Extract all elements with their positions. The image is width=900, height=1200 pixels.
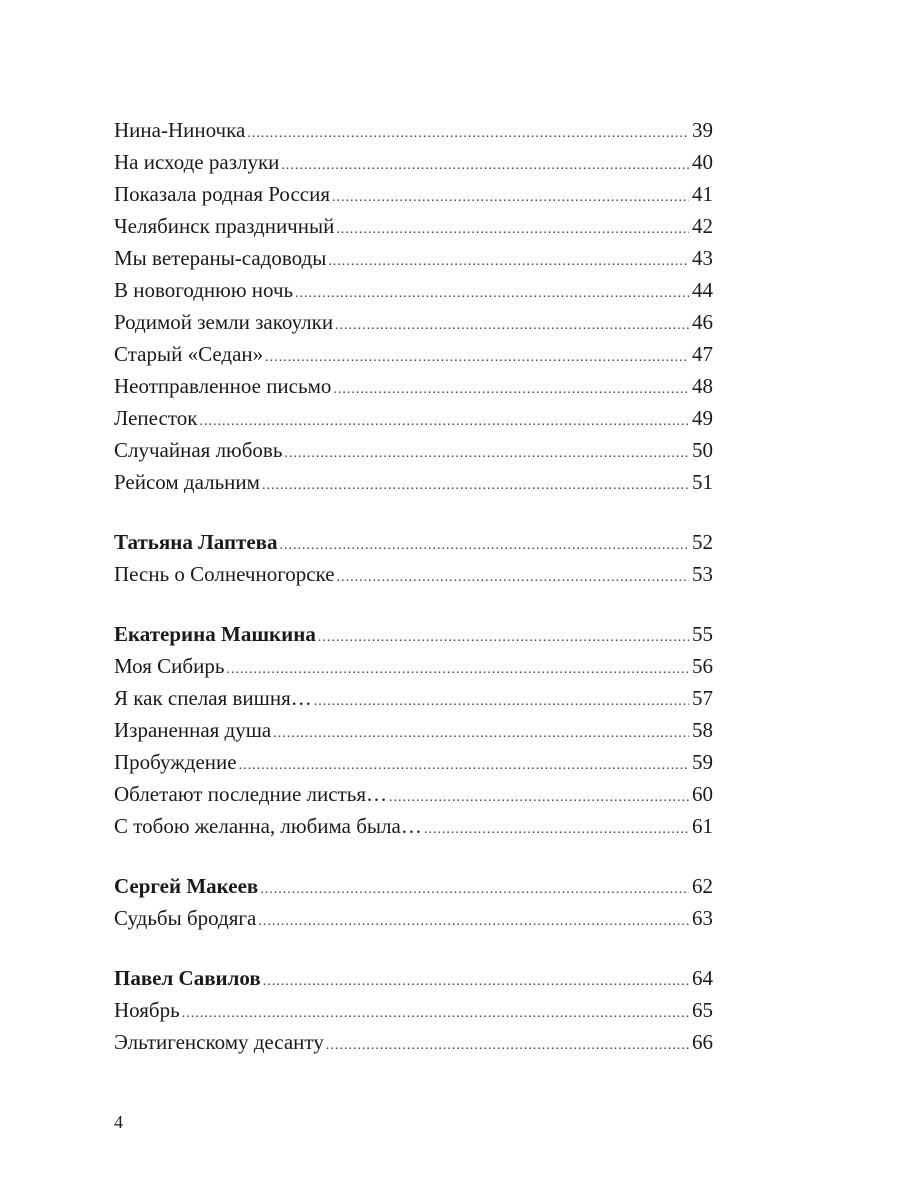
toc-entry xyxy=(114,370,713,402)
dot-leader xyxy=(260,874,689,906)
page-ref: 52 xyxy=(692,530,713,554)
toc-entry xyxy=(114,338,713,370)
page-ref: 61 xyxy=(692,814,713,838)
toc-entry xyxy=(114,434,713,466)
poem-title: Нина-Ниночка xyxy=(114,118,246,142)
author-name: Татьяна Лаптева xyxy=(114,530,278,554)
dot-leader xyxy=(336,214,689,246)
poem-title: Мы ветераны-садоводы xyxy=(114,246,327,270)
poem-title: Израненная душа xyxy=(114,718,272,742)
toc-entry xyxy=(114,1026,713,1058)
page-ref: 66 xyxy=(692,1030,713,1054)
dot-leader xyxy=(273,718,689,750)
toc-entry xyxy=(114,242,713,274)
author-name: Павел Савилов xyxy=(114,966,261,990)
author-name: Сергей Макеев xyxy=(114,874,259,898)
toc-entry xyxy=(114,558,713,590)
toc-entry xyxy=(114,650,713,682)
toc-entry xyxy=(114,746,713,778)
page-ref: 41 xyxy=(692,182,713,206)
dot-leader xyxy=(337,562,689,594)
poem-title: С тобою желанна, любима была… xyxy=(114,814,422,838)
page-ref: 40 xyxy=(692,150,713,174)
page-number: 4 xyxy=(114,1112,123,1132)
page-ref: 62 xyxy=(692,874,713,898)
toc-section xyxy=(114,962,713,1058)
dot-leader xyxy=(295,278,689,310)
page-ref: 64 xyxy=(692,966,713,990)
poem-title: Челябинск праздничный xyxy=(114,214,335,238)
poem-title: Эльтигенскому десанту xyxy=(114,1030,324,1054)
page-ref: 60 xyxy=(692,782,713,806)
poem-title: Ноябрь xyxy=(114,998,180,1022)
toc-section xyxy=(114,114,713,498)
page-ref: 58 xyxy=(692,718,713,742)
page-ref: 51 xyxy=(692,470,713,494)
poem-title: Моя Сибирь xyxy=(114,654,225,678)
poem-title: Я как спелая вишня… xyxy=(114,686,312,710)
dot-leader xyxy=(332,182,689,214)
poem-title: Рейсом дальним xyxy=(114,470,260,494)
poem-title: В новогоднюю ночь xyxy=(114,278,294,302)
poem-title: Случайная любовь xyxy=(114,438,283,462)
poem-title: Неотправленное письмо xyxy=(114,374,332,398)
toc-author-entry xyxy=(114,618,713,650)
toc-entry xyxy=(114,902,713,934)
page-ref: 57 xyxy=(692,686,713,710)
dot-leader xyxy=(328,246,689,278)
toc-section xyxy=(114,870,713,934)
page-ref: 55 xyxy=(692,622,713,646)
toc-author-entry xyxy=(114,962,713,994)
page-ref: 48 xyxy=(692,374,713,398)
poem-title: Облетают последние листья… xyxy=(114,782,388,806)
dot-leader xyxy=(389,782,689,814)
poem-title: Показала родная Россия xyxy=(114,182,330,206)
toc-entry xyxy=(114,178,713,210)
toc-entry xyxy=(114,682,713,714)
dot-leader xyxy=(326,1030,689,1062)
poem-title: Родимой земли закоулки xyxy=(114,310,334,334)
toc-entry xyxy=(114,146,713,178)
toc-entry xyxy=(114,466,713,498)
page-ref: 44 xyxy=(692,278,713,302)
dot-leader xyxy=(262,470,689,502)
table-of-contents xyxy=(114,114,713,1086)
dot-leader xyxy=(284,438,689,470)
toc-entry xyxy=(114,810,713,842)
page-ref: 59 xyxy=(692,750,713,774)
dot-leader xyxy=(280,530,689,562)
author-name: Екатерина Машкина xyxy=(114,622,316,646)
page-ref: 63 xyxy=(692,906,713,930)
dot-leader xyxy=(318,622,689,654)
toc-entry xyxy=(114,210,713,242)
page-ref: 50 xyxy=(692,438,713,462)
toc-section xyxy=(114,526,713,590)
page-ref: 65 xyxy=(692,998,713,1022)
poem-title: Песнь о Солнечногорске xyxy=(114,562,335,586)
poem-title: На исходе разлуки xyxy=(114,150,280,174)
toc-entry xyxy=(114,778,713,810)
page-ref: 43 xyxy=(692,246,713,270)
dot-leader xyxy=(333,374,689,406)
dot-leader xyxy=(263,966,689,998)
toc-author-entry xyxy=(114,870,713,902)
toc-section xyxy=(114,618,713,842)
toc-author-entry xyxy=(114,526,713,558)
page-ref: 53 xyxy=(692,562,713,586)
poem-title: Судьбы бродяга xyxy=(114,906,257,930)
toc-entry xyxy=(114,994,713,1026)
toc-entry xyxy=(114,402,713,434)
dot-leader xyxy=(335,310,689,342)
page-ref: 56 xyxy=(692,654,713,678)
dot-leader xyxy=(247,118,689,150)
toc-entry xyxy=(114,274,713,306)
toc-entry xyxy=(114,306,713,338)
poem-title: Пробуждение xyxy=(114,750,237,774)
page-ref: 39 xyxy=(692,118,713,142)
dot-leader xyxy=(281,150,689,182)
page-ref: 46 xyxy=(692,310,713,334)
dot-leader xyxy=(314,686,689,718)
page-ref: 42 xyxy=(692,214,713,238)
dot-leader xyxy=(424,814,689,846)
toc-entry xyxy=(114,714,713,746)
toc-entry xyxy=(114,114,713,146)
page-ref: 47 xyxy=(692,342,713,366)
dot-leader xyxy=(258,906,689,938)
page-ref: 49 xyxy=(692,406,713,430)
poem-title: Старый «Седан» xyxy=(114,342,264,366)
poem-title: Лепесток xyxy=(114,406,198,430)
